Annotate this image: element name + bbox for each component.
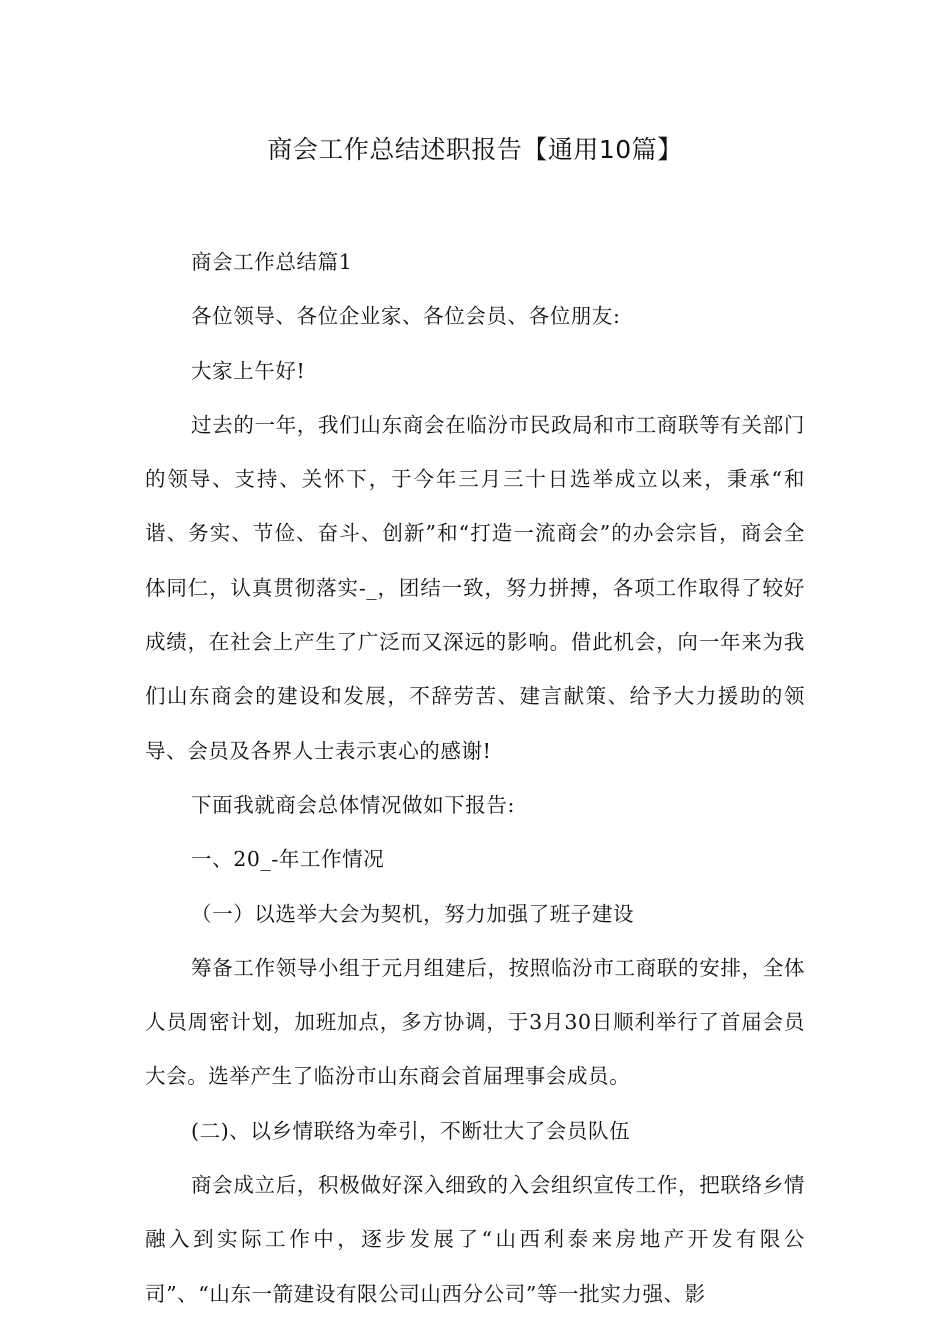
body-paragraph: 过去的一年，我们山东商会在临汾市民政局和市工商联等有关部门的领导、支持、关怀下，于今年三月三十日选举成立以来，秉承“和谐、务实、节俭、奋斗、创新”和“打造一流商会”的办会宗旨，商会全体同仁，认真贯彻落实-_，团结一致，努力拼搏，各项工作取得了较好成绩，在社会上产生了广泛而又深远的影响。借此机会，向一年来为我们山东商会的建设和发展，不辞劳苦、建言献策、给予大力援助的领导、会员及各界人士表示衷心的感谢!	[145, 412, 805, 763]
section-heading: 商会工作总结篇1	[191, 250, 353, 274]
body-paragraph: 筹备工作领导小组于元月组建后，按照临汾市工商联的安排，全体人员周密计划，加班加点，多方协调，于3月30日顺利举行了首届会员大会。选举产生了临汾市山东商会首届理事会成员。	[145, 955, 805, 1089]
document-body	[145, 235, 805, 1321]
document-title: 商会工作总结述职报告【通用10篇】	[267, 135, 683, 164]
greeting: 大家上午好!	[191, 358, 306, 383]
subsection-heading: (二)、以乡情联络为牵引，不断壮大了会员队伍	[191, 1118, 631, 1143]
body-paragraph: 下面我就商会总体情况做如下报告:	[191, 792, 516, 817]
subsection-heading: 一、20_-年工作情况	[191, 847, 385, 872]
salutation: 各位领导、各位企业家、各位会员、各位朋友:	[191, 304, 621, 329]
body-paragraph: 商会成立后，积极做好深入细致的入会组织宣传工作，把联络乡情融入到实际工作中，逐步发展了“山西利泰来房地产开发有限公司”、“山东一箭建设有限公司山西分公司”等一批实力强、影	[145, 1173, 805, 1306]
subsection-heading: （一）以选举大会为契机，努力加强了班子建设	[191, 901, 635, 926]
